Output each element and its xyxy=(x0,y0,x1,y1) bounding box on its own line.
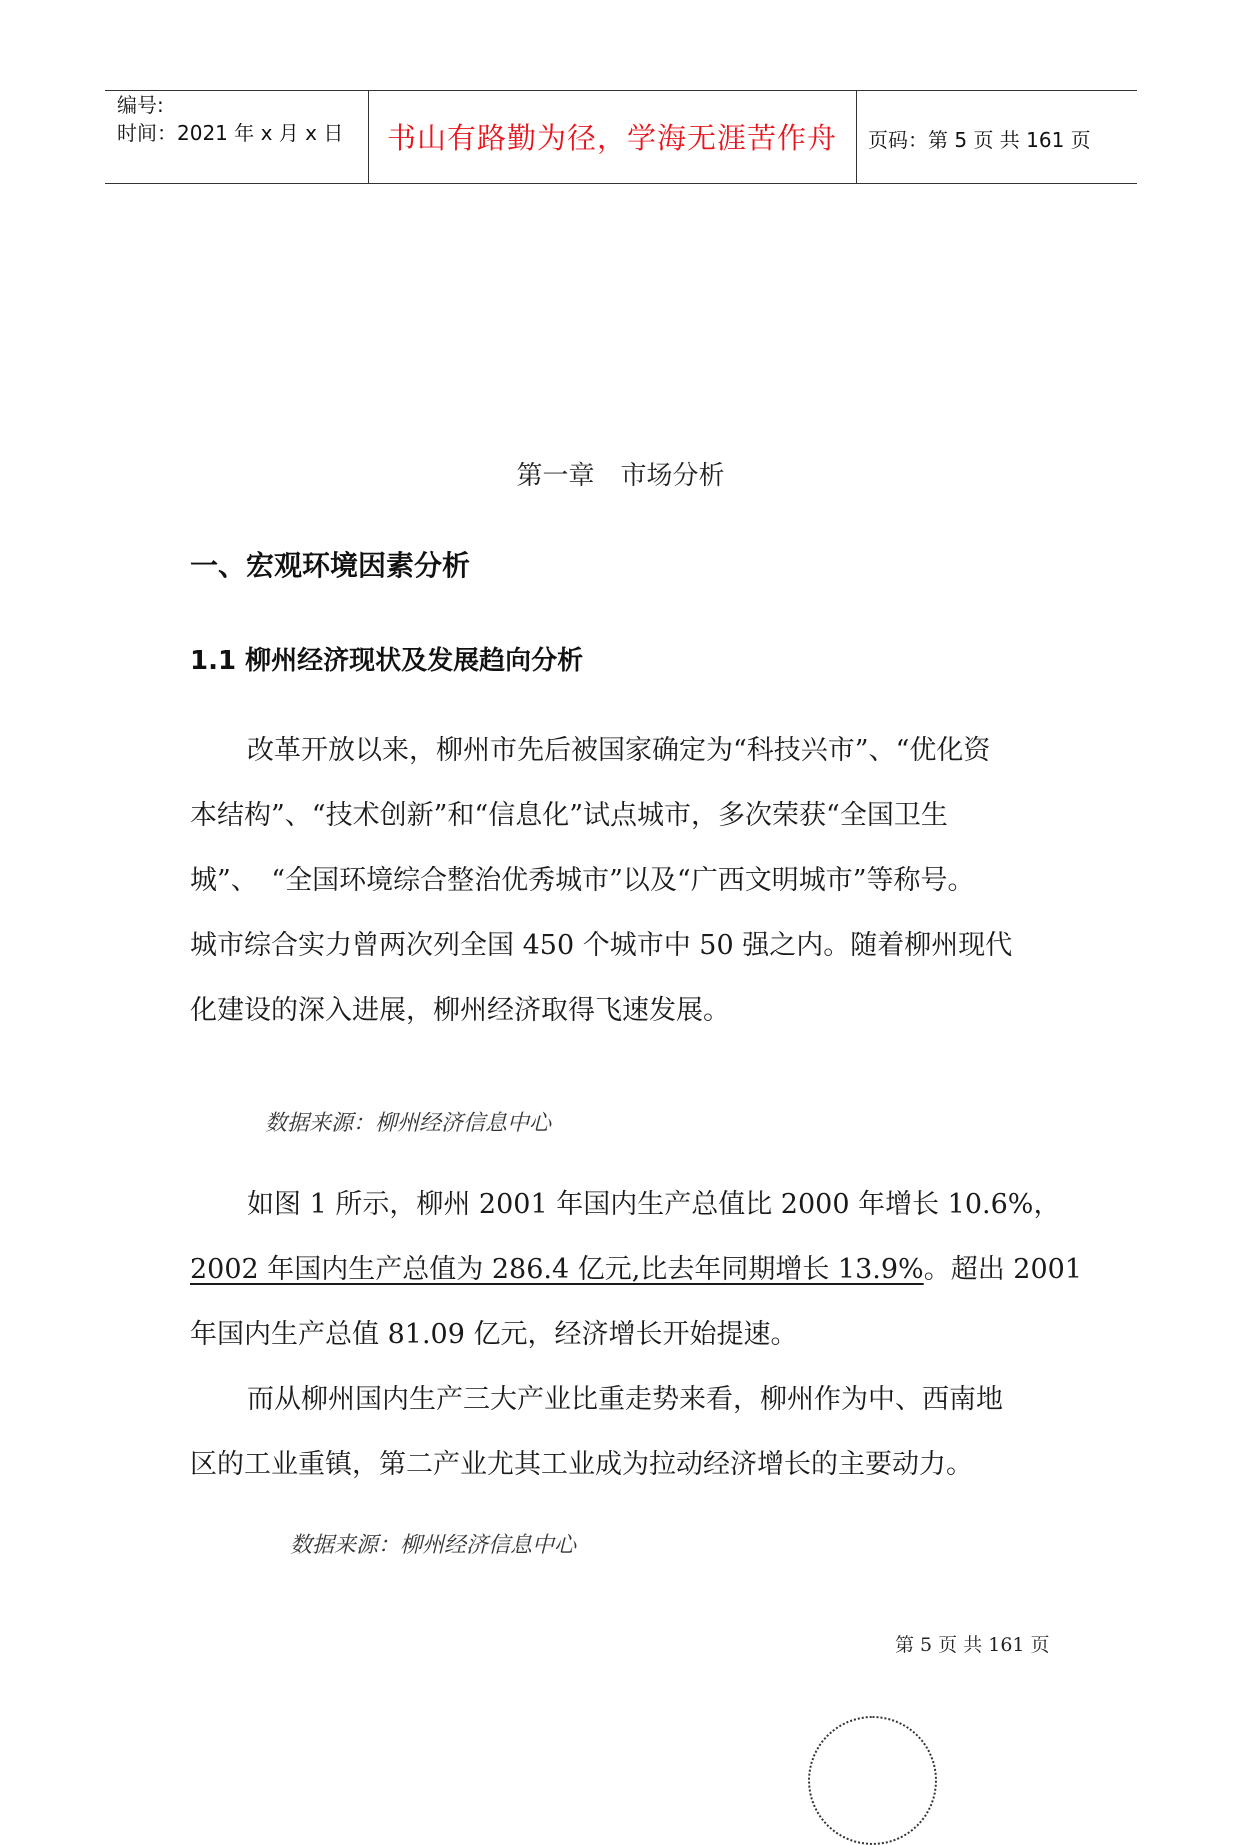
paragraph-line: 而从柳州国内生产三大产业比重走势来看，柳州作为中、西南地 xyxy=(247,1384,1003,1415)
paragraph-1 xyxy=(190,718,1070,1043)
section-title: 一、宏观环境因素分析 xyxy=(190,549,471,582)
paragraph-line: 城”、 “全国环境综合整治优秀城市”以及“广西文明城市”等称号。 xyxy=(190,865,975,896)
header-divider-right xyxy=(856,90,857,183)
paragraph-line: 本结构”、“技术创新”和“信息化”试点城市，多次荣获“全国卫生 xyxy=(190,800,948,831)
underlined-gdp-text: 2002 年国内生产总值为 286.4 亿元,比去年同期增长 13.9% xyxy=(190,1254,924,1285)
paragraph-3 xyxy=(190,1367,1070,1497)
paragraph-line: 城市综合实力曾两次列全国 450 个城市中 50 强之内。随着柳州现代 xyxy=(190,930,1013,961)
subsection-title: 1.1 柳州经济现状及发展趋向分析 xyxy=(190,646,584,676)
header-bottom-rule xyxy=(105,183,1137,184)
page-footer: 第 5 页 共 161 页 xyxy=(895,1634,1050,1656)
chapter-title: 第一章 市场分析 xyxy=(516,461,725,491)
header-top-rule xyxy=(105,90,1137,91)
paragraph-line-rest: 。超出 2001 xyxy=(923,1254,1082,1285)
header-motto: 书山有路勤为径，学海无涯苦作舟 xyxy=(386,121,837,155)
paragraph-line: 如图 1 所示，柳州 2001 年国内生产总值比 2000 年增长 10.6%， xyxy=(247,1189,1061,1220)
paragraph-line: 区的工业重镇，第二产业尤其工业成为拉动经济增长的主要动力。 xyxy=(190,1449,973,1480)
paragraph-line: 改革开放以来，柳州市先后被国家确定为“科技兴市”、“优化资 xyxy=(247,735,991,766)
seal-stamp-outline xyxy=(808,1716,937,1845)
paragraph-2 xyxy=(190,1172,1082,1367)
header-time-label: 时间：2021 年 x 月 x 日 xyxy=(117,121,344,145)
header-number-label: 编号: xyxy=(117,93,164,117)
header-page-info: 页码：第 5 页 共 161 页 xyxy=(868,128,1091,152)
paragraph-line: 年国内生产总值 81.09 亿元，经济增长开始提速。 xyxy=(190,1319,798,1350)
paragraph-line: 化建设的深入进展，柳州经济取得飞速发展。 xyxy=(190,995,730,1026)
data-source-note: 数据来源：柳州经济信息中心 xyxy=(265,1111,552,1136)
paragraph-line xyxy=(190,1237,1082,1302)
data-source-note: 数据来源：柳州经济信息中心 xyxy=(290,1533,577,1558)
